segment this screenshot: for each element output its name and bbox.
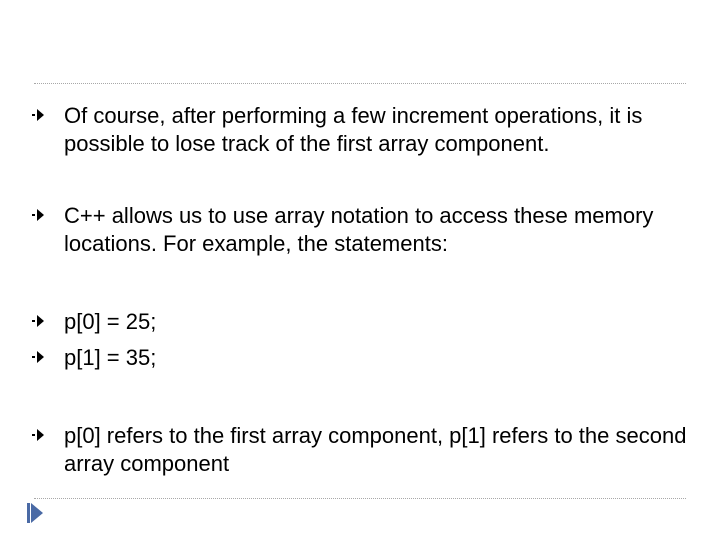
triangle-bullet-icon [37, 351, 44, 363]
bullet-item [64, 422, 694, 478]
bullet-item [64, 308, 694, 336]
triangle-bullet-icon [37, 315, 44, 327]
bottom-divider [34, 498, 686, 499]
bullet-item [64, 202, 694, 258]
triangle-bullet-icon [37, 429, 44, 441]
triangle-bullet-icon [37, 109, 44, 121]
bullet-item [64, 344, 694, 372]
bullet-item [64, 102, 694, 158]
triangle-bullet-icon [37, 209, 44, 221]
bullet-text: p[1] = 35; [64, 345, 157, 370]
next-slide-arrow-icon[interactable] [31, 503, 43, 523]
bullet-text: p[0] refers to the first array component, p[1] refers to the second array component [64, 423, 687, 476]
bullet-text: C++ allows us to use array notation to access these memory locations. For example, the statements: [64, 203, 654, 256]
bullet-text: p[0] = 25; [64, 309, 157, 334]
bullet-text: Of course, after performing a few increment operations, it is possible to lose track of the first array component. [64, 103, 643, 156]
